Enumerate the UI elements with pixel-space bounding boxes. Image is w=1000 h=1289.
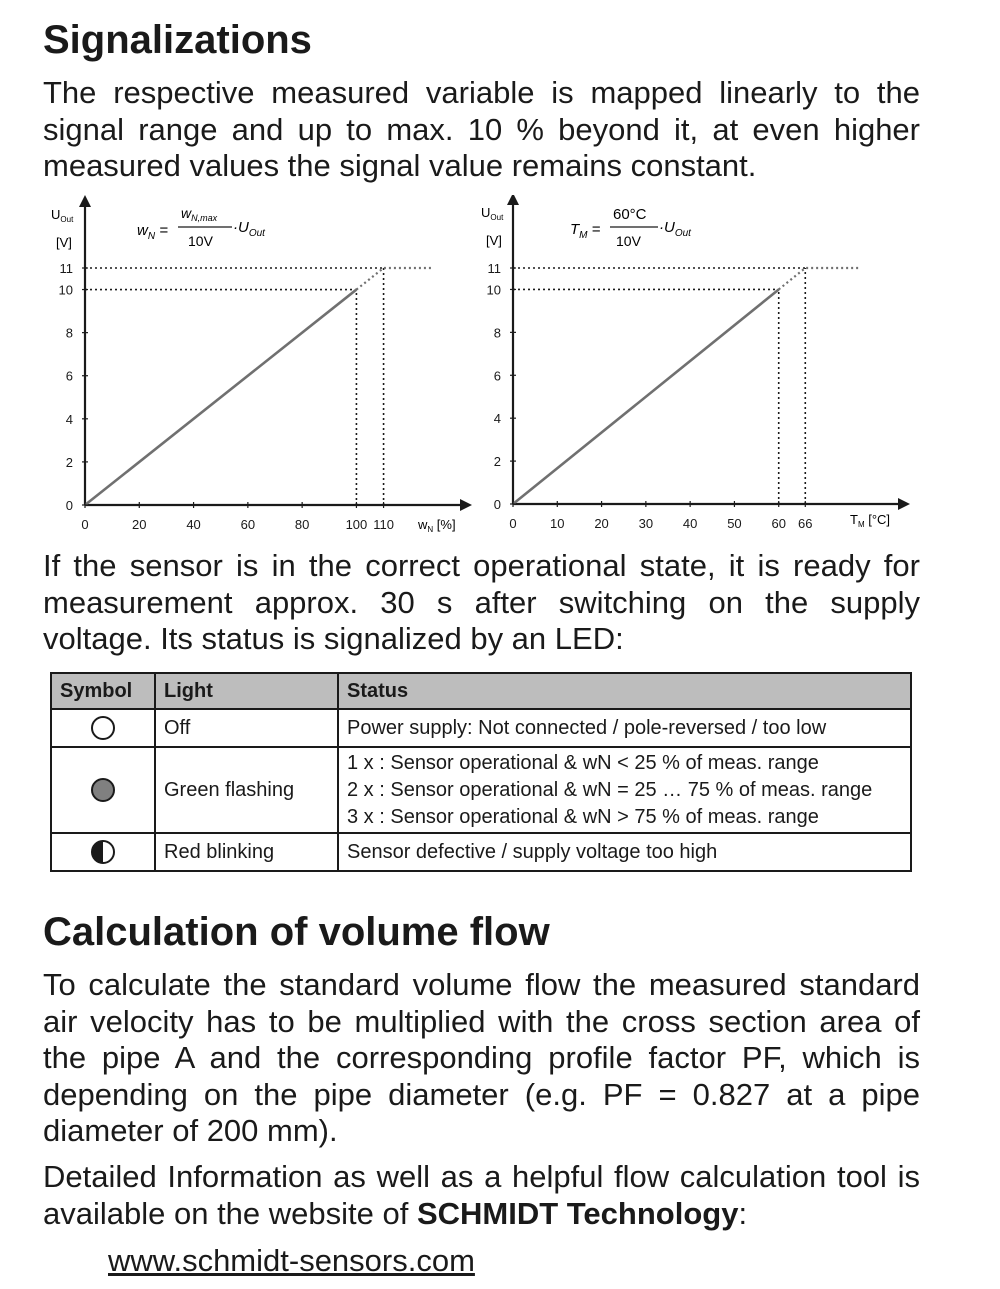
- y-tick-label: 2: [65, 454, 73, 470]
- y-tick-label: 10: [58, 282, 73, 298]
- column-header: Light: [155, 673, 338, 709]
- symbol-cell: [51, 709, 155, 747]
- x-axis-label: $T_M$ [°C]: [850, 512, 891, 529]
- website-link[interactable]: www.schmidt-sensors.com: [108, 1243, 475, 1278]
- symbol-cell: [51, 833, 155, 871]
- symbol-cell: [51, 747, 155, 833]
- x-tick-label: 66: [798, 516, 813, 531]
- y-tick-label: 2: [493, 454, 501, 470]
- volume-line: the pipe A and the corresponding profile factor PF, which is: [43, 1040, 920, 1075]
- y-tick-label: 11: [59, 261, 73, 276]
- light-cell: Green flashing: [155, 747, 338, 833]
- website-line: available on the website of SCHMIDT Technology:: [43, 1195, 748, 1231]
- x-tick-label: 30: [638, 516, 654, 531]
- table-header-row: [51, 673, 911, 709]
- intro-paragraph: [43, 75, 920, 185]
- table-row: [51, 709, 911, 747]
- chart-output-vs-temperature: [470, 195, 910, 540]
- y-axis-unit: [V]: [486, 233, 502, 248]
- x-tick-label: 40: [682, 516, 698, 531]
- x-tick-label: 0: [509, 516, 517, 531]
- x-tick-label: 10: [550, 516, 565, 531]
- y-tick-label: 0: [493, 497, 501, 512]
- status-line: 3 x : Sensor operational & wN > 75 % of meas. range: [347, 805, 819, 828]
- intro-line: signal range and up to max. 10 % beyond it, at even higher: [43, 111, 920, 147]
- status-line: 2 x : Sensor operational & wN = 25 … 75 % of meas. range: [347, 778, 873, 801]
- y-tick-label: 0: [65, 498, 73, 513]
- column-header: Status: [338, 673, 911, 709]
- ready-line: voltage. Its status is signalized by an LED:: [43, 621, 624, 656]
- circle-grey-icon: [91, 778, 115, 802]
- volume-line: To calculate the standard volume flow the measured standard: [43, 967, 920, 1002]
- y-tick-label: 11: [487, 261, 501, 276]
- x-tick-label: 0: [81, 517, 89, 532]
- y-axis-unit: [V]: [56, 235, 72, 250]
- volume-line: depending on the pipe diameter (e.g. PF = 0.827 at a pipe: [43, 1076, 920, 1112]
- x-axis-label: $w_N$ [%]: [418, 517, 456, 534]
- series-line-saturation: [779, 268, 859, 289]
- intro-line: measured values the signal value remains constant.: [43, 148, 757, 183]
- status-cell: Power supply: Not connected / pole-reversed / too low: [338, 709, 911, 747]
- website-line: Detailed Information as well as a helpful flow calculation tool is: [43, 1159, 920, 1194]
- ready-line: measurement approx. 30 s after switching on the supply: [43, 584, 920, 620]
- light-cell: Off: [155, 709, 338, 747]
- circle-empty-icon: [91, 716, 115, 740]
- y-tick-label: 8: [493, 325, 501, 341]
- svg-text:10V: 10V: [188, 233, 213, 249]
- series-line: [85, 290, 356, 505]
- svg-text:60°C: 60°C: [613, 206, 647, 223]
- y-axis-arrow: [79, 195, 91, 207]
- x-tick-label: 60: [771, 516, 786, 531]
- y-axis-arrow: [507, 195, 519, 205]
- status-line: 1 x : Sensor operational & wN < 25 % of meas. range: [347, 751, 819, 774]
- svg-text:wN,max: $w_{N,max}$: [181, 205, 218, 223]
- y-axis-label: $U_{Out}$: [51, 207, 74, 224]
- plot-area: [59, 195, 472, 532]
- circle-half-icon: [91, 840, 115, 864]
- website-paragraph: [43, 1159, 920, 1232]
- intro-line: The respective measured variable is mapped linearly to the: [43, 75, 920, 110]
- x-tick-label: 20: [594, 516, 609, 531]
- heading-volume-flow: Calculation of volume flow: [43, 910, 550, 954]
- x-tick-label: 60: [240, 517, 256, 532]
- x-tick-label: 20: [132, 517, 147, 532]
- x-tick-label: 50: [727, 516, 742, 531]
- table-row: [51, 747, 911, 833]
- volume-line: diameter of 200 mm).: [43, 1113, 338, 1148]
- y-tick-label: 4: [65, 411, 73, 427]
- y-tick-label: 10: [486, 282, 501, 298]
- volume-flow-paragraph: [43, 967, 920, 1150]
- y-tick-label: 6: [65, 368, 73, 384]
- series-line-saturation: [356, 268, 432, 290]
- column-header: Symbol: [51, 673, 155, 709]
- brand-name: SCHMIDT Technology: [416, 1195, 739, 1231]
- ready-line: If the sensor is in the correct operational state, it is ready for: [43, 548, 920, 583]
- formula: [570, 206, 692, 249]
- light-cell: Red blinking: [155, 833, 338, 871]
- svg-text:10V: 10V: [616, 233, 641, 249]
- x-tick-label: 100: [345, 517, 368, 532]
- x-axis-arrow: [898, 498, 910, 510]
- svg-text:TM =: $T_M$ =: [570, 221, 601, 241]
- heading-signalizations: Signalizations: [43, 18, 312, 62]
- svg-text:wN =: $w_N$ =: [137, 222, 169, 242]
- x-tick-label: 110: [373, 517, 394, 532]
- y-axis-label: $U_{Out}$: [481, 205, 504, 222]
- status-cell: Sensor defective / supply voltage too high: [338, 833, 911, 871]
- volume-line: air velocity has to be multiplied with the cross section area of: [43, 1003, 920, 1039]
- plot-area: [487, 195, 910, 531]
- ready-paragraph: [43, 548, 920, 658]
- status-cell: [338, 747, 911, 833]
- x-tick-label: 40: [186, 517, 201, 532]
- chart-output-vs-flow: [40, 195, 480, 540]
- led-status-table: [50, 672, 912, 872]
- formula: [137, 205, 266, 249]
- series-line: [513, 289, 779, 504]
- y-tick-label: 4: [493, 411, 501, 427]
- y-tick-label: 8: [65, 325, 73, 341]
- y-tick-label: 6: [493, 368, 501, 384]
- table-row: [51, 833, 911, 871]
- svg-text:·UOut: $\cdot U_{Out}$: [233, 219, 265, 239]
- svg-text:·UOut: $\cdot U_{Out}$: [659, 219, 691, 239]
- x-tick-label: 80: [294, 517, 310, 532]
